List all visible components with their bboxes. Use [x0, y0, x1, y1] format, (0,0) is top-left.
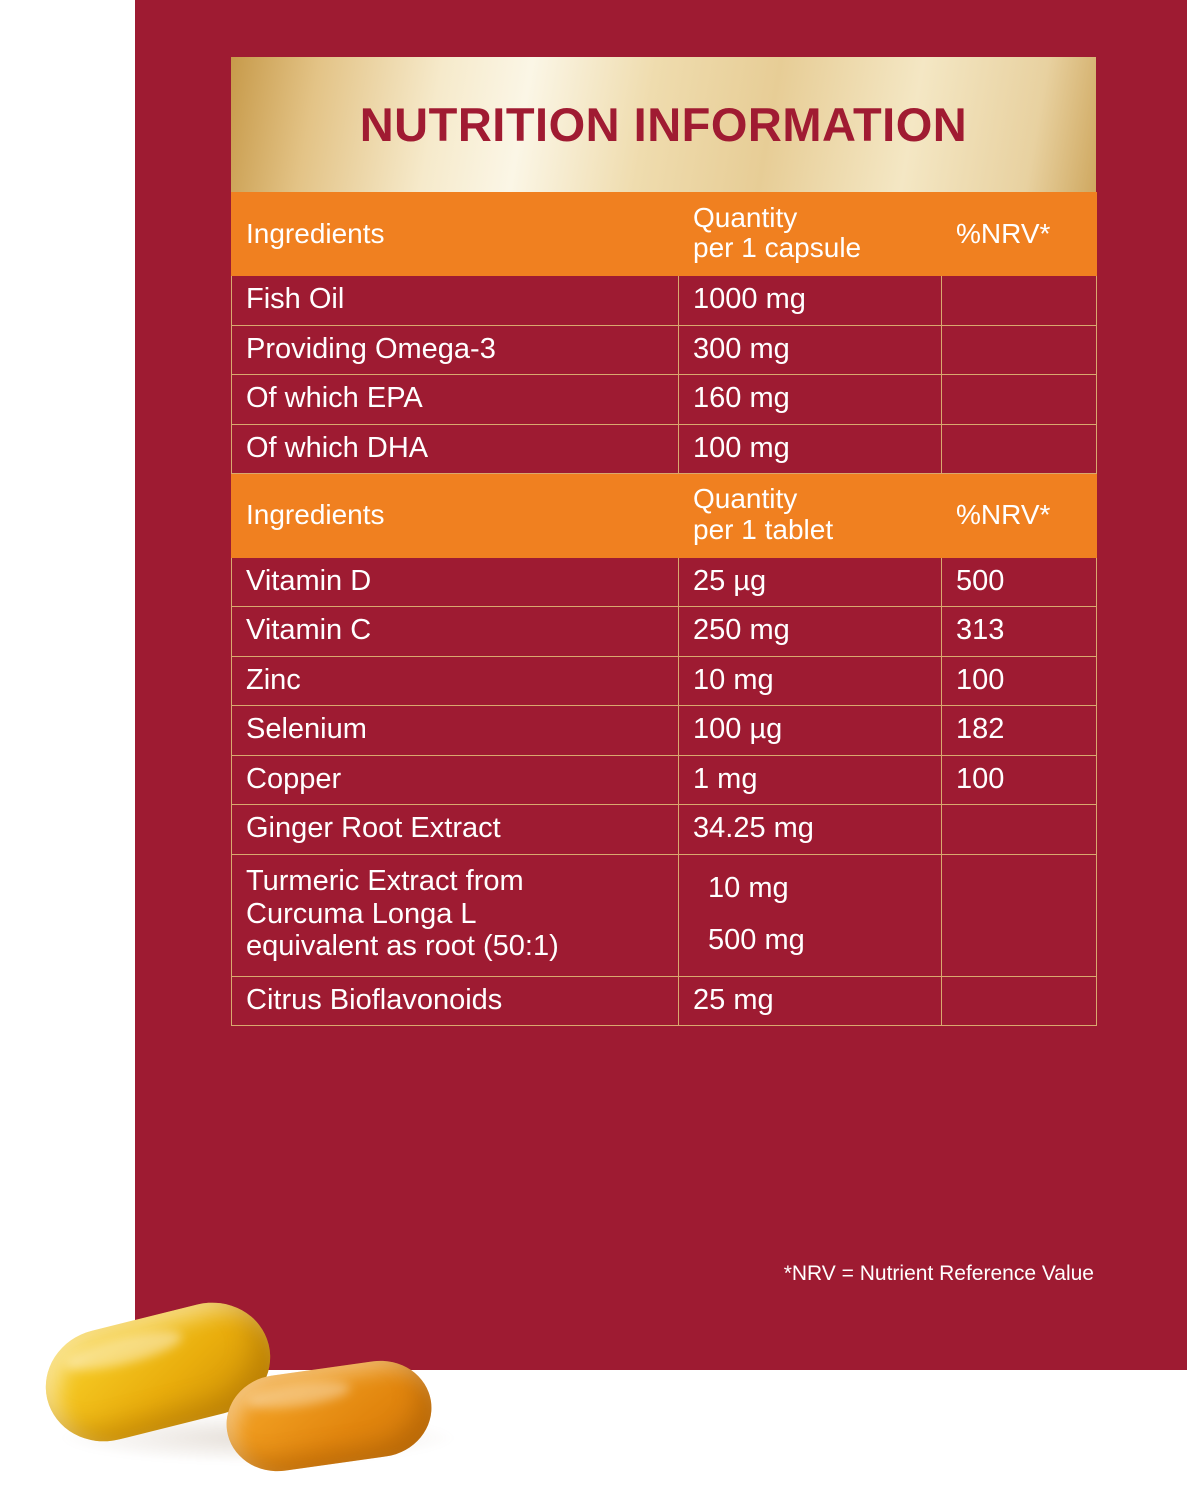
turmeric-line2: Curcuma Longa L — [246, 897, 477, 930]
nrv-footnote: *NRV = Nutrient Reference Value — [783, 1262, 1094, 1285]
row-quantity: 300 mg — [679, 325, 942, 374]
row-ingredient: Of which EPA — [232, 375, 679, 424]
header-quantity-line2: per 1 capsule — [693, 232, 862, 264]
table-row — [232, 557, 1097, 606]
table-row — [232, 755, 1097, 804]
table-row-turmeric — [232, 854, 1097, 976]
header-ingredients: Ingredients — [232, 193, 679, 276]
table-row — [232, 375, 1097, 424]
header-quantity-line1: Quantity — [693, 483, 798, 515]
row-ingredient-turmeric — [232, 854, 679, 976]
product-capsules-image — [30, 1300, 450, 1490]
row-quantity: 25 µg — [679, 557, 942, 606]
table-header-row-capsule — [232, 193, 1097, 276]
table-row — [232, 325, 1097, 374]
row-ingredient: Zinc — [232, 656, 679, 705]
row-nrv: 313 — [942, 607, 1097, 656]
row-nrv — [942, 325, 1097, 374]
table-row — [232, 276, 1097, 325]
nutrition-information-table — [231, 192, 1097, 1026]
row-nrv — [942, 805, 1097, 854]
row-ingredient: Fish Oil — [232, 276, 679, 325]
row-nrv — [942, 375, 1097, 424]
row-quantity: 100 µg — [679, 706, 942, 755]
row-ingredient: Copper — [232, 755, 679, 804]
table-row — [232, 805, 1097, 854]
row-quantity: 100 mg — [679, 424, 942, 473]
row-quantity: 25 mg — [679, 976, 942, 1025]
header-quantity-line1: Quantity — [693, 202, 798, 233]
row-nrv: 100 — [942, 656, 1097, 705]
turmeric-quantity-2: 500 mg — [708, 924, 805, 957]
turmeric-quantity-1: 10 mg — [708, 871, 789, 904]
table-row — [232, 706, 1097, 755]
row-ingredient: Of which DHA — [232, 424, 679, 473]
table-row — [232, 607, 1097, 656]
row-quantity: 1000 mg — [679, 276, 942, 325]
row-nrv: 182 — [942, 706, 1097, 755]
row-nrv — [942, 854, 1097, 976]
turmeric-line1: Turmeric Extract from — [246, 865, 524, 898]
row-nrv — [942, 976, 1097, 1025]
row-nrv — [942, 424, 1097, 473]
row-quantity: 10 mg — [679, 656, 942, 705]
row-quantity: 250 mg — [679, 607, 942, 656]
table-row — [232, 976, 1097, 1025]
header-quantity-capsule — [679, 193, 942, 276]
table-row — [232, 656, 1097, 705]
header-nrv: %NRV* — [942, 193, 1097, 276]
nutrition-title-band — [231, 57, 1096, 192]
header-nrv: %NRV* — [942, 474, 1097, 557]
row-quantity: 1 mg — [679, 755, 942, 804]
row-ingredient: Vitamin D — [232, 557, 679, 606]
row-quantity: 34.25 mg — [679, 805, 942, 854]
header-quantity-tablet — [679, 474, 942, 557]
row-quantity-turmeric — [679, 854, 942, 976]
table-header-row-tablet — [232, 474, 1097, 557]
row-nrv — [942, 276, 1097, 325]
row-ingredient: Providing Omega-3 — [232, 325, 679, 374]
table-row — [232, 424, 1097, 473]
page-title: NUTRITION INFORMATION — [359, 98, 968, 151]
turmeric-line3: equivalent as root (50:1) — [246, 930, 559, 963]
row-nrv: 100 — [942, 755, 1097, 804]
row-quantity: 160 mg — [679, 375, 942, 424]
row-ingredient: Ginger Root Extract — [232, 805, 679, 854]
row-ingredient: Vitamin C — [232, 607, 679, 656]
row-nrv: 500 — [942, 557, 1097, 606]
row-ingredient: Citrus Bioflavonoids — [232, 976, 679, 1025]
header-ingredients: Ingredients — [232, 474, 679, 557]
header-quantity-line2: per 1 tablet — [693, 513, 834, 545]
row-ingredient: Selenium — [232, 706, 679, 755]
